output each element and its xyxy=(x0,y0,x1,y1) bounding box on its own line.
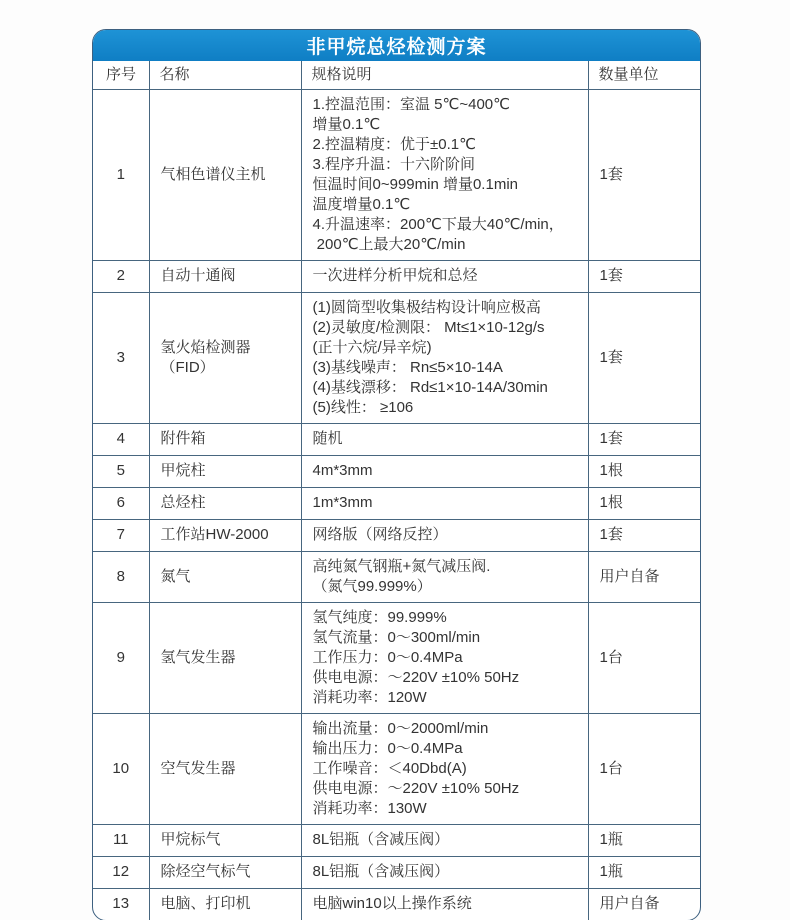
row-number-cell: 3 xyxy=(93,292,149,423)
row-number-cell: 7 xyxy=(93,519,149,551)
spec-line: 消耗功率：120W xyxy=(312,688,427,706)
table-row xyxy=(93,423,701,455)
table-header-row xyxy=(93,61,701,89)
spec-line: 增量0.1℃ xyxy=(312,115,381,133)
spec-line: 8L铝瓶（含减压阀） xyxy=(312,831,450,848)
spec-line: 输出流量：0～2000ml/min xyxy=(312,719,489,737)
item-qty-cell: 1套 xyxy=(588,89,701,260)
item-spec-cell xyxy=(301,856,588,888)
item-qty-cell: 1台 xyxy=(588,602,701,713)
page-title: 非甲烷总烃检测方案 xyxy=(306,37,487,58)
title-banner xyxy=(93,30,700,61)
spec-line: 4.升温速率：200℃下最大40℃/min， xyxy=(312,215,564,233)
item-qty-cell: 用户自备 xyxy=(588,888,701,920)
table-row xyxy=(93,856,701,888)
spec-line: 工作压力：0～0.4MPa xyxy=(312,648,463,666)
item-qty-cell: 1瓶 xyxy=(588,824,701,856)
spec-line: 8L铝瓶（含减压阀） xyxy=(312,863,450,880)
spec-line: 供电电源：～220V ±10% 50Hz xyxy=(312,668,520,686)
row-number-cell: 2 xyxy=(93,260,149,292)
table-row xyxy=(93,519,701,551)
row-number-cell: 11 xyxy=(93,824,149,856)
spec-line: 1.控温范围：室温 5℃~400℃ xyxy=(312,95,510,113)
spec-line: 网络版（网络反控） xyxy=(312,526,448,543)
item-name-cell: 除烃空气标气 xyxy=(149,856,301,888)
spec-line: 2.控温精度：优于±0.1℃ xyxy=(312,135,476,153)
spec-line: (3)基线噪声： Rn≤5×10-14A xyxy=(312,358,503,376)
spec-line: 输出压力：0～0.4MPa xyxy=(312,739,463,757)
item-name-cell: 空气发生器 xyxy=(149,713,301,824)
spec-line: 1m*3mm xyxy=(312,494,373,511)
row-number-cell: 8 xyxy=(93,551,149,602)
item-spec-cell xyxy=(301,888,588,920)
item-qty-cell: 1套 xyxy=(588,292,701,423)
item-spec-cell xyxy=(301,487,588,519)
item-name-cell: 总烃柱 xyxy=(149,487,301,519)
spec-line: (4)基线漂移： Rd≤1×10-14A/30min xyxy=(312,378,548,396)
spec-line: 恒温时间0~999min 增量0.1min xyxy=(312,175,518,193)
table-row xyxy=(93,260,701,292)
item-qty-cell: 1套 xyxy=(588,260,701,292)
row-number-cell: 4 xyxy=(93,423,149,455)
table-row xyxy=(93,713,701,824)
item-spec-cell xyxy=(301,260,588,292)
item-qty-cell: 1套 xyxy=(588,519,701,551)
item-spec-cell xyxy=(301,519,588,551)
row-number-cell: 10 xyxy=(93,713,149,824)
item-name-cell: 氢气发生器 xyxy=(149,602,301,713)
table-row xyxy=(93,89,701,260)
table-row xyxy=(93,888,701,920)
column-header-name: 名称 xyxy=(149,61,301,89)
column-header-index: 序号 xyxy=(93,61,149,89)
item-name-cell: 自动十通阀 xyxy=(149,260,301,292)
spec-line: 电脑win10以上操作系统 xyxy=(312,895,472,913)
spec-line: 4m*3mm xyxy=(312,462,373,479)
row-number-cell: 12 xyxy=(93,856,149,888)
row-number-cell: 6 xyxy=(93,487,149,519)
item-qty-cell: 1台 xyxy=(588,713,701,824)
table-row xyxy=(93,487,701,519)
spec-line: 3.程序升温：十六阶阶间 xyxy=(312,155,476,173)
spec-line: 一次进样分析甲烷和总烃 xyxy=(312,267,478,284)
row-number-cell: 13 xyxy=(93,888,149,920)
spec-line: 消耗功率：130W xyxy=(312,799,427,817)
row-number-cell: 1 xyxy=(93,89,149,260)
item-name-cell: 氮气 xyxy=(149,551,301,602)
spec-line: 温度增量0.1℃ xyxy=(312,195,411,213)
column-header-spec: 规格说明 xyxy=(301,61,588,89)
table-row xyxy=(93,292,701,423)
item-name-cell: 甲烷柱 xyxy=(149,455,301,487)
item-qty-cell: 1根 xyxy=(588,487,701,519)
item-qty-cell: 1瓶 xyxy=(588,856,701,888)
table-row xyxy=(93,602,701,713)
spec-line: 高纯氮气钢瓶+氮气减压阀. xyxy=(312,557,491,575)
item-spec-cell xyxy=(301,423,588,455)
item-name-cell: 电脑、打印机 xyxy=(149,888,301,920)
item-qty-cell: 1根 xyxy=(588,455,701,487)
spec-line: (2)灵敏度/检测限： Mt≤1×10-12g/s xyxy=(312,318,545,336)
item-name-cell: 工作站HW-2000 xyxy=(149,519,301,551)
spec-line: 氢气纯度：99.999% xyxy=(312,608,447,626)
item-name-cell: 气相色谱仪主机 xyxy=(149,89,301,260)
spec-line: 氢气流量：0～300ml/min xyxy=(312,628,481,646)
spec-line: (正十六烷/异辛烷) xyxy=(312,338,432,356)
item-qty-cell: 用户自备 xyxy=(588,551,701,602)
item-spec-cell xyxy=(301,824,588,856)
spec-line: 工作噪音：＜40Dbd(A) xyxy=(312,759,467,777)
item-spec-cell xyxy=(301,455,588,487)
column-header-quantity: 数量单位 xyxy=(588,61,701,89)
spec-line: (5)线性： ≥106 xyxy=(312,398,414,416)
table-row xyxy=(93,455,701,487)
table-row xyxy=(93,824,701,856)
spec-line: 200℃上最大20℃/min xyxy=(312,235,466,253)
row-number-cell: 5 xyxy=(93,455,149,487)
item-spec-cell xyxy=(301,602,588,713)
item-spec-cell xyxy=(301,89,588,260)
item-spec-cell xyxy=(301,292,588,423)
spec-table xyxy=(93,61,701,920)
item-spec-cell xyxy=(301,551,588,602)
item-name-cell: 附件箱 xyxy=(149,423,301,455)
item-spec-cell xyxy=(301,713,588,824)
item-name-cell: 甲烷标气 xyxy=(149,824,301,856)
spec-card xyxy=(92,29,701,920)
item-name-cell: 氢火焰检测器（FID） xyxy=(149,292,301,423)
spec-line: （氮气99.999%） xyxy=(312,577,432,595)
spec-line: 供电电源：～220V ±10% 50Hz xyxy=(312,779,520,797)
spec-line: 随机 xyxy=(312,430,343,447)
row-number-cell: 9 xyxy=(93,602,149,713)
spec-line: (1)圆筒型收集极结构设计响应极高 xyxy=(312,298,541,316)
table-row xyxy=(93,551,701,602)
item-qty-cell: 1套 xyxy=(588,423,701,455)
